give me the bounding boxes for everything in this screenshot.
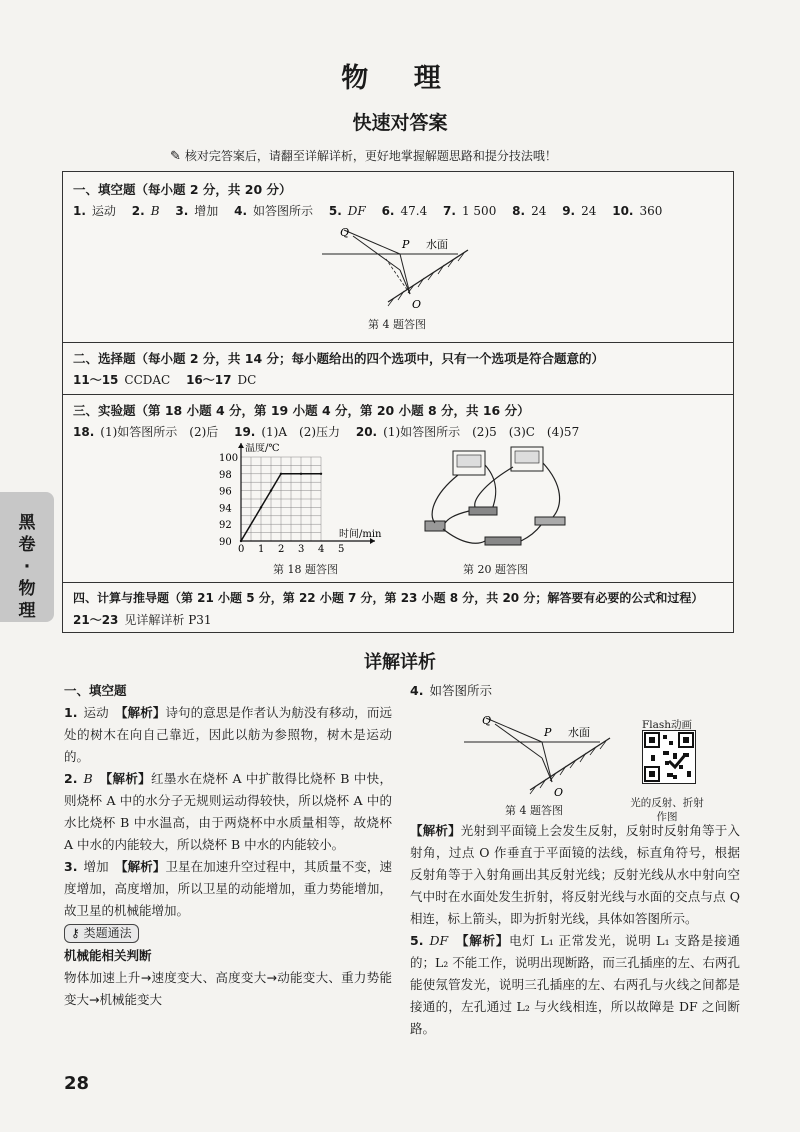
fill-answers: 1. 运动 2. B 3. 增加 4. 如答图所示 5. DF 6. 47.4 7. 1 500 8. 24 9. 24 10. 360	[73, 204, 663, 218]
pencil-icon: ✎	[170, 149, 181, 164]
data-point	[280, 473, 282, 475]
data-point	[320, 473, 322, 475]
tip-line	[170, 147, 557, 164]
key-icon: ⚷	[71, 926, 84, 940]
svg-text:Q: Q	[482, 714, 492, 727]
answer-title: 快速对答案	[352, 112, 448, 134]
x-tick-label: 0	[238, 544, 245, 555]
data-point	[240, 540, 242, 542]
svg-text:O: O	[554, 786, 564, 797]
fig20-circuit-diagram	[423, 445, 573, 557]
experiment-answers: 18. (1)如答图所示 (2)后 19. (1)A (2)压力 20. (1)如答图所示 (2)5 (3)C (4)57	[73, 425, 580, 439]
detail-section1-title: 一、填空题	[64, 683, 127, 698]
x-tick-label: 2	[278, 544, 285, 555]
x-tick-label: 3	[298, 544, 305, 555]
detail-q2: 2. B 【解析】红墨水在烧杯 A 中扩散得比烧杯 B 中快，则烧杯 A 中的水分子无规则运动得较快，所以烧杯 A 中的水比烧杯 B 中水温高，由于两烧杯中水质量相等，故烧杯 A 中水的内能较大，所以烧杯 B 中水的内能较小。	[64, 771, 392, 852]
y-tick-label: 98	[219, 469, 232, 481]
calc-section	[63, 582, 733, 634]
x-tick-label: 5	[338, 544, 345, 555]
detail-q5: 5. DF 【解析】电灯 L₁ 正常发光，说明 L₁ 支路是接通的；L₂ 不能工作，说明出现断路，而三孔插座的左、右两孔能使氖管发光，说明三孔插座的左、右两孔与火线之间都是接通的，左孔通过 L₂ 与火线相连，所以故障是 DF 之间断路。	[410, 933, 740, 1036]
method-badge: ⚷ 类题通法	[64, 924, 139, 943]
y-tick-label: 94	[219, 503, 232, 515]
y-tick-label: 96	[219, 486, 232, 498]
y-tick-label: 100	[219, 453, 239, 464]
fig18-temperature-chart	[213, 443, 413, 561]
y-tick-label: 92	[219, 520, 232, 532]
experiment-section-title: 三、实验题（第 18 小题 4 分，第 19 小题 4 分，第 20 小题 8 分，共 16 分）	[73, 403, 530, 418]
x-axis-label: 时间/min	[339, 529, 382, 540]
qr-caption: 光的反射、折射作图	[630, 797, 704, 823]
svg-text:水面: 水面	[568, 726, 590, 739]
detail-q4-head: 4. 如答图所示	[410, 683, 492, 698]
quick-answer-box	[62, 171, 734, 633]
method-text: 物体加速上升→速度变大、高度变大→动能变大、重力势能变大→机械能变大	[64, 970, 392, 1007]
method-title: 机械能相关判断	[64, 948, 152, 963]
detail-q1: 1. 运动 【解析】诗句的意思是作者认为舫没有移动，而远处的树木在向自己靠近，因此以舫为参照物，树木是运动的。	[64, 705, 392, 764]
detail-title: 详解详析	[364, 652, 436, 673]
flash-label: Flash动画	[641, 719, 693, 731]
fig4-caption: 第 4 题答图	[368, 318, 426, 331]
fill-section-title: 一、填空题（每小题 2 分，共 20 分）	[73, 182, 292, 197]
x-tick-label: 4	[318, 544, 325, 555]
detail-fig4-caption: 第 4 题答图	[505, 804, 563, 817]
svg-text:P: P	[544, 726, 552, 739]
fig4-label-p: P	[402, 238, 410, 251]
page-number: 28	[64, 1073, 90, 1094]
choice-section-title: 二、选择题（每小题 2 分，共 14 分；每小题给出的四个选项中，只有一个选项是符合题意的）	[73, 351, 605, 366]
detail-q3: 3. 增加 【解析】卫星在加速升空过程中，其质量不变，速度增加，高度增加，所以卫星的动能增加，重力势能增加，故卫星的机械能增加。	[64, 859, 392, 918]
calc-section-title: 四、计算与推导题（第 21 小题 5 分，第 22 小题 7 分，第 23 小题 8 分，共 20 分；解答要有必要的公式和过程）	[73, 591, 704, 605]
calc-answers: 21～23 见详解详析 P31	[73, 613, 212, 627]
y-tick-label: 90	[219, 537, 232, 548]
detail-q4-analysis: 【解析】光射到平面镜上会发生反射，反射时反射角等于入射角，过点 O 作垂直于平面镜的法线，标直角符号，根据反射角等于入射角画出其反射光线；反射光线从水中射向空气中时在水面处发生折射，将反射光线与水面的交点与点 Q 相连，标上箭头，即为折射光线，具体如答图所示。	[410, 823, 740, 926]
fig4-label-water: 水面	[426, 238, 448, 251]
subject-title: 物 理	[341, 63, 459, 94]
side-tab	[0, 492, 54, 622]
side-tab-text: 黑卷·物理	[18, 513, 36, 621]
y-axis-label: 温度/℃	[245, 443, 280, 454]
fig4-answer-diagram	[318, 224, 478, 309]
fig18-caption: 第 18 题答图	[273, 563, 338, 576]
x-tick-label: 1	[258, 544, 265, 555]
choice-section	[63, 342, 733, 394]
data-point	[270, 489, 272, 491]
data-point	[260, 506, 262, 508]
choice-answers: 11～15 CCDAC 16～17 DC	[73, 373, 257, 387]
qr-code[interactable]	[642, 730, 696, 784]
experiment-section	[63, 394, 733, 582]
data-point	[300, 473, 302, 475]
detail-left-column	[64, 680, 392, 1011]
tip-text: 核对完答案后，请翻至详解详析，更好地掌握解题思路和提分技法哦！	[184, 149, 557, 163]
detail-fig4-diagram	[460, 712, 620, 797]
fig20-caption: 第 20 题答图	[463, 563, 528, 576]
fig4-label-o: O	[412, 298, 422, 309]
fig4-label-q: Q	[340, 226, 350, 239]
y-axis-arrow	[238, 443, 244, 448]
